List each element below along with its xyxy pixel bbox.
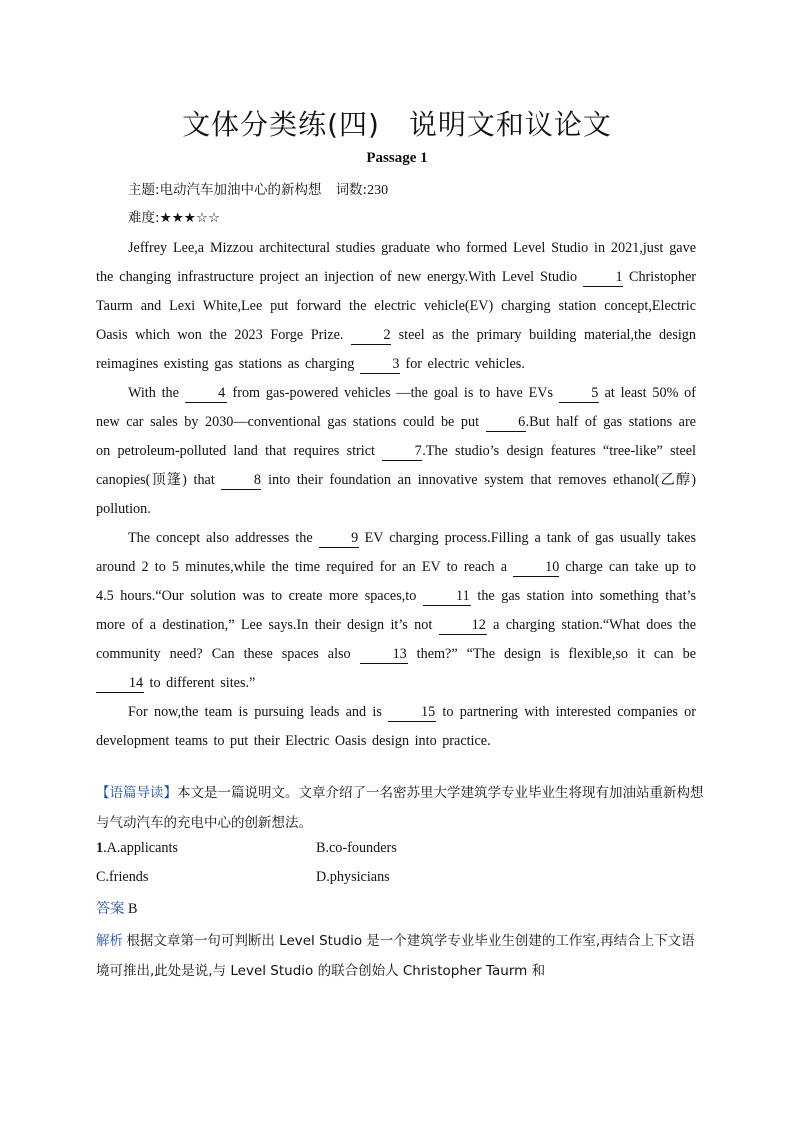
text-run: EV charging process.Filling a tank of gas usually takes around 2 to 5 minutes,while the time required for an EV to reach a <box>96 530 696 575</box>
text-run: steel as the primary building material,the design reimagines existing gas stations as charging <box>96 327 696 372</box>
paragraph-3 <box>96 524 696 698</box>
question-1-options-row-1 <box>96 840 496 864</box>
wordcount-label: 词数: <box>335 182 368 198</box>
text-run: .But half of gas stations are on petroleum-polluted land that requires strict <box>96 414 696 459</box>
topic-label: 主题: <box>128 182 160 198</box>
passage-guide <box>96 778 706 838</box>
answer-label: 答案 <box>96 901 125 917</box>
text-run: charge can take up to 4.5 hours.“Our solution was to create more spaces,to <box>96 559 696 604</box>
difficulty-line <box>128 206 220 227</box>
chinese-gloss: 顶篷 <box>150 472 183 488</box>
paragraph-1 <box>96 234 696 379</box>
chinese-gloss: 乙醇 <box>659 472 692 488</box>
option-text: .A.applicants <box>103 840 178 856</box>
blank-3: 3 <box>360 355 400 374</box>
guide-label: 【语篇导读】 <box>96 785 177 801</box>
blank-9: 9 <box>319 529 359 548</box>
question-1-option-a <box>96 840 178 856</box>
passage-label: Passage 1 <box>366 150 428 166</box>
text-run: for electric vehicles. <box>399 356 525 372</box>
page-title: 文体分类练(四) 说明文和议论文 <box>182 108 612 141</box>
paragraph-2 <box>96 379 696 524</box>
text-run: the gas station into something that’s more of a destination,” Lee says.In their design it’s not <box>96 588 697 633</box>
passage-body <box>96 234 696 756</box>
topic-value: 电动汽车加油中心的新构想 <box>159 182 322 198</box>
blank-4: 4 <box>185 384 227 403</box>
text-run: to partnering with interested companies or development teams to put their Electric Oasis design into practice. <box>96 704 696 749</box>
blank-14: 14 <box>96 674 144 693</box>
text-run: Christopher Taurm and Lexi White,Lee put forward the electric vehicle(EV) charging station concept,Electric Oasis which won the 2023 Forge Prize. <box>96 269 696 343</box>
answer-value: B <box>127 901 138 917</box>
text-run: them?” “The design is flexible,so it can be <box>407 646 697 662</box>
difficulty-label: 难度: <box>128 210 160 226</box>
blank-6: 6 <box>486 413 526 432</box>
wordcount-value: 230 <box>367 183 389 198</box>
blank-13: 13 <box>360 645 408 664</box>
analysis-block <box>96 926 696 986</box>
text-run: .The studio’s design features “tree-like” steel canopies( <box>96 443 696 488</box>
text-run: For now,the team is pursuing leads and is <box>128 704 389 720</box>
text-run: The concept also addresses the <box>128 530 319 546</box>
question-1-option-d: D.physicians <box>316 869 390 885</box>
analysis-text: 根据文章第一句可判断出 Level Studio 是一个建筑学专业毕业生创建的工作室,再结合上下文语境可推出,此处是说,与 Level Studio 的联合创始人 Christopher Taurm 和 <box>96 933 695 979</box>
question-1-option-b: B.co-founders <box>316 840 397 856</box>
question-1-option-c: C.friends <box>96 869 149 885</box>
text-run: into their foundation an innovative system that removes ethanol( <box>261 472 660 488</box>
paragraph-4 <box>96 698 696 756</box>
text-run: from gas-powered vehicles —the goal is to have EVs <box>226 385 559 401</box>
text-run: at least 50% of new car sales by 2030—conventional gas stations could be put <box>96 385 697 430</box>
question-number: 1 <box>96 840 104 856</box>
blank-1: 1 <box>583 268 623 287</box>
text-run: With the <box>128 385 185 401</box>
guide-text: 本文是一篇说明文。文章介绍了一名密苏里大学建筑学专业毕业生将现有加油站重新构想与气动汽车的充电中心的创新想法。 <box>96 785 704 831</box>
text-run: to different sites.” <box>144 675 256 691</box>
text-run: ) that <box>182 472 222 488</box>
blank-10: 10 <box>513 558 559 577</box>
answer-line <box>96 898 137 918</box>
difficulty-stars: ★★★☆☆ <box>159 210 221 226</box>
text-run: ) pollution. <box>96 472 696 517</box>
blank-12: 12 <box>439 616 487 635</box>
blank-7: 7 <box>382 442 422 461</box>
blank-5: 5 <box>559 384 599 403</box>
blank-8: 8 <box>221 471 261 490</box>
blank-11: 11 <box>423 587 471 606</box>
analysis-label: 解析 <box>96 933 123 949</box>
blank-15: 15 <box>388 703 436 722</box>
text-run: a charging station.“What does the community need? Can these spaces also <box>96 617 696 662</box>
topic-line <box>128 178 388 199</box>
blank-2: 2 <box>351 326 391 345</box>
text-run: Jeffrey Lee,a Mizzou architectural studies graduate who formed Level Studio in 2021,just gave the changing infrastructure project an injection of new energy.With Level Studio <box>96 240 696 285</box>
question-1-options-row-2 <box>96 869 496 893</box>
